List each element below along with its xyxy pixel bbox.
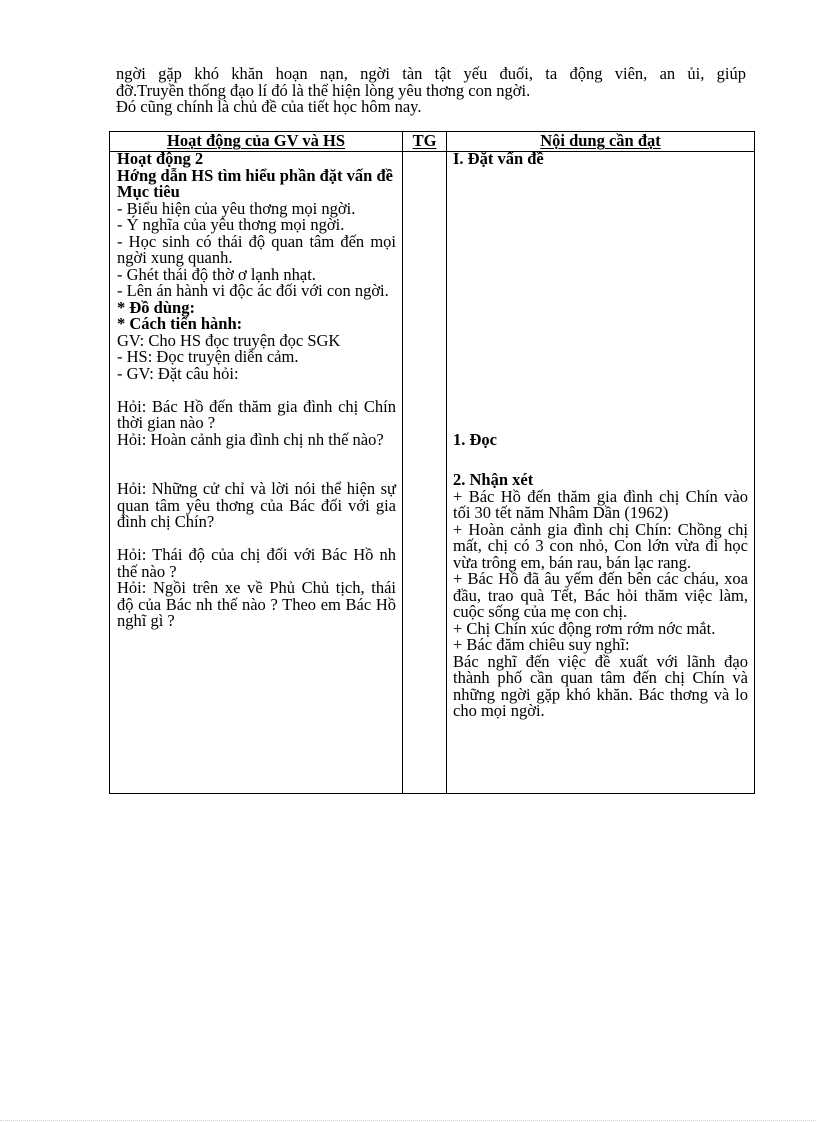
header-time: TG <box>412 131 437 150</box>
answer: Bác nghĩ đến việc đề xuất với lãnh đạo thành phố cần quan tâm đến chị Chín và những ngời gặp khó khăn. Bác thơng và lo cho mọi ngời. <box>453 651 748 720</box>
question: Hỏi: Thái độ của chị đối với Bác Hồ nh thế nào ? <box>117 545 396 581</box>
table-header-row <box>110 132 754 152</box>
activity-column <box>117 151 396 630</box>
activity-subtitle: Hớng dẫn HS tìm hiểu phần đặt vấn đề <box>117 165 393 185</box>
question: Hỏi: Bác Hồ đến thăm gia đình chị Chín thời gian nào ? <box>117 396 396 432</box>
goals-title: Mục tiêu <box>117 182 180 201</box>
procedure-step: - HS: Đọc truyện diễn cảm. <box>117 347 299 366</box>
comment-title: 2. Nhận xét <box>453 470 534 489</box>
intro-line-3: Đó cũng chính là chủ đề của tiết học hôm nay. <box>116 97 422 116</box>
read-title: 1. Đọc <box>453 429 497 449</box>
section-title: I. Đặt vấn đề <box>453 149 544 168</box>
intro-line-1: ngời gặp khó khăn hoạn nạn, ngời tàn tật yếu đuối, ta động viên, an ủi, giúp <box>116 64 746 83</box>
column-divider <box>402 132 403 793</box>
intro-line-2: đỡ.Truyền thống đạo lí đó là thể hiện lòng yêu thơng con ngời. <box>116 80 531 100</box>
activity-title: Hoạt động 2 <box>117 149 204 168</box>
answer: + Bác Hồ đến thăm gia đình chị Chín vào tối 30 tết năm Nhâm Dần (1962) <box>453 486 748 522</box>
answer: + Bác Hồ đã âu yếm đến bên các cháu, xoa đầu, trao quà Tết, Bác hỏi thăm việc làm, cuộc sống của mẹ con chị. <box>453 569 748 621</box>
procedure-step: GV: Cho HS đọc truyện đọc SGK <box>117 330 341 350</box>
question: Hỏi: Ngồi trên xe về Phủ Chủ tịch, thái độ của Bác nh thế nào ? Theo em Bác Hồ nghĩ gì ? <box>117 578 396 630</box>
intro-paragraph <box>116 66 746 116</box>
goal-item: - Lên án hành vi độc ác đối với con ngời. <box>117 281 389 300</box>
answer: + Bác đăm chiêu suy nghĩ: <box>453 635 630 654</box>
header-content: Nội dung cần đạt <box>540 131 661 150</box>
goal-item: - Học sinh có thái độ quan tâm đến mọi ngời xung quanh. <box>117 231 396 267</box>
page-bottom-rule <box>0 1120 816 1121</box>
procedure-step: - GV: Đặt câu hỏi: <box>117 363 239 383</box>
goal-item: - Ý nghĩa của yêu thơng mọi ngời. <box>117 215 345 234</box>
question: Hỏi: Những cử chỉ và lời nói thể hiện sự quan tâm yêu thơng của Bác đối với gia đình chị Chín? <box>117 479 396 531</box>
header-activity: Hoạt động của GV và HS <box>166 131 346 150</box>
goal-item: - Ghét thái độ thờ ơ lạnh nhạt. <box>117 264 316 284</box>
procedure-title: * Cách tiến hành: <box>117 314 243 333</box>
lesson-table <box>109 131 755 794</box>
goal-item: - Biểu hiện của yêu thơng mọi ngời. <box>117 198 356 218</box>
content-column <box>453 151 748 720</box>
answer: + Chị Chín xúc động rơm rớm nớc mắt. <box>453 618 716 638</box>
answer: + Hoàn cảnh gia đình chị Chín: Chồng chị mất, chị có 3 con nhỏ, Con lớn vừa đi học vừa trông em, bán rau, bán lạc rang. <box>453 519 748 572</box>
column-divider <box>446 132 447 793</box>
materials-title: * Đồ dùng: <box>117 297 195 317</box>
question: Hỏi: Hoàn cảnh gia đình chị nh thế nào? <box>117 429 384 449</box>
